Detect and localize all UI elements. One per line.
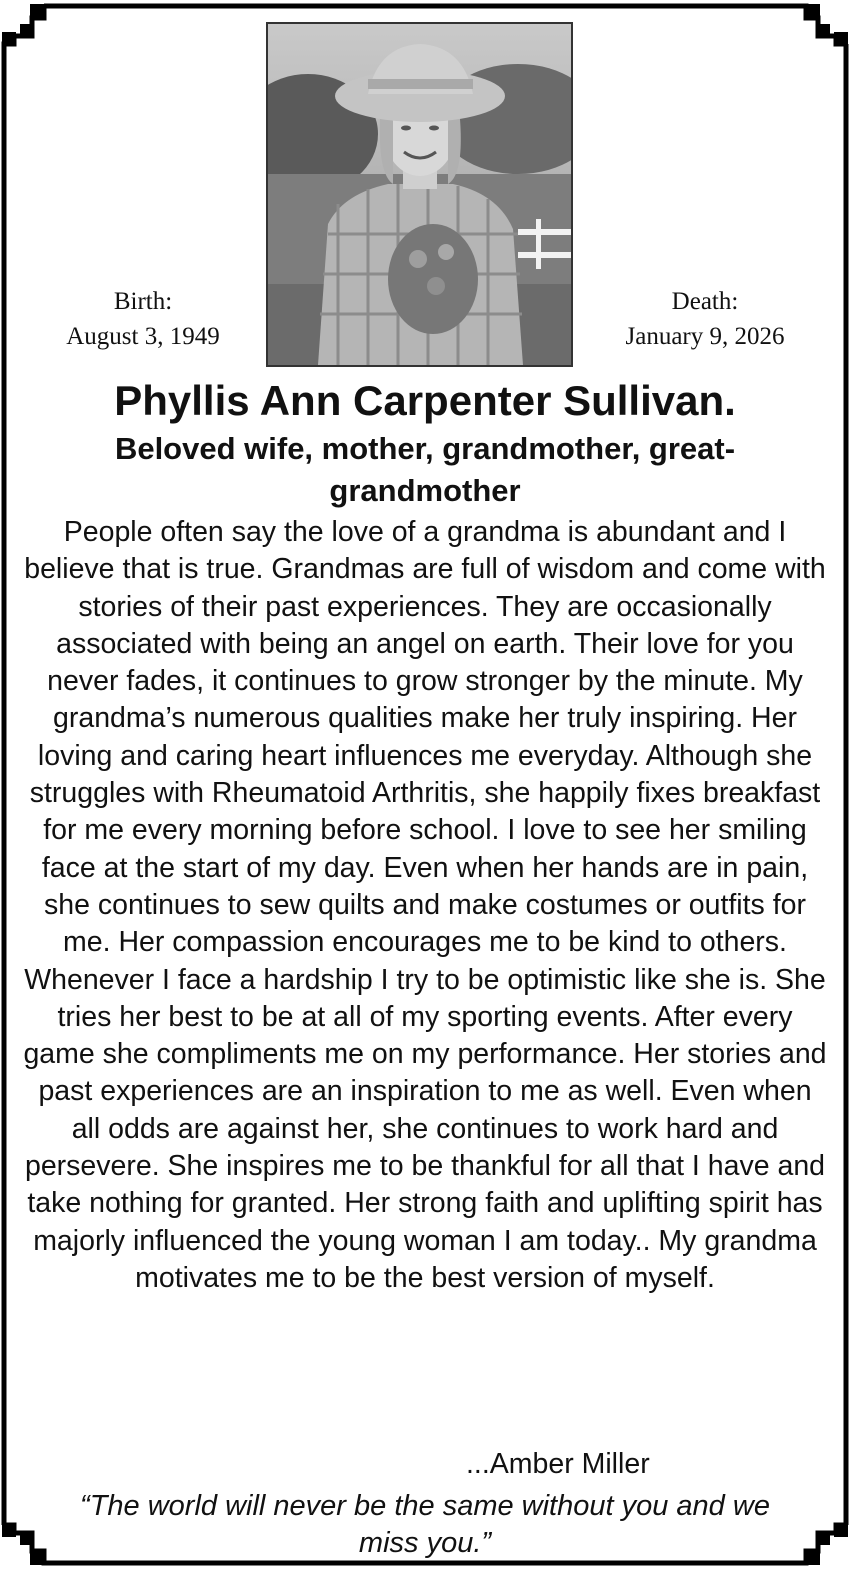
birth-label: Birth: xyxy=(113,288,173,315)
birth-info xyxy=(28,284,258,354)
birth-date: August 3, 1949 xyxy=(66,323,220,350)
memorial-quote: “The world will never be the same without you and we miss you.” xyxy=(80,1490,770,1559)
portrait-photo xyxy=(266,22,573,367)
death-info xyxy=(590,284,820,354)
tribute-signature: ...Amber Miller xyxy=(466,1448,650,1480)
deceased-name: Phyllis Ann Carpenter Sullivan. xyxy=(114,377,736,424)
death-label: Death: xyxy=(671,288,739,315)
family-roles-subtitle: Beloved wife, mother, grandmother, great-grandmother xyxy=(114,431,736,508)
tribute-text: People often say the love of a grandma is abundant and I believe that is true. Grandmas are full of wisdom and come with stories of their past experiences. They are occasionally associated with being an angel on earth. Their love for you never fades, it continues to grow stronger by the minute. My grandma’s numerous qualities make her truly inspiring. Her loving and caring heart influences me everyday. Although she struggles with Rheumatoid Arthritis, she happily fixes breakfast for me every morning before school. I love to see her smiling face at the start of my day. Even when her hands are in pain, she continues to sew quilts and make costumes or outfits for me. Her compassion encourages me to be kind to others. Whenever I face a hardship I try to be optimistic like she is. She tries her best to be at all of my sporting events. After every game she compliments me on my performance. Her stories and past experiences are an inspiration to me as well. Even when all odds are against her, she continues to work hard and persevere. She inspires me to be thankful for all that I have and take nothing for granted. Her strong faith and uplifting spirit has majorly influenced the young woman I am today.. My grandma motivates me to be the best version of myself. xyxy=(23,516,827,1294)
death-date: January 9, 2026 xyxy=(625,323,785,350)
